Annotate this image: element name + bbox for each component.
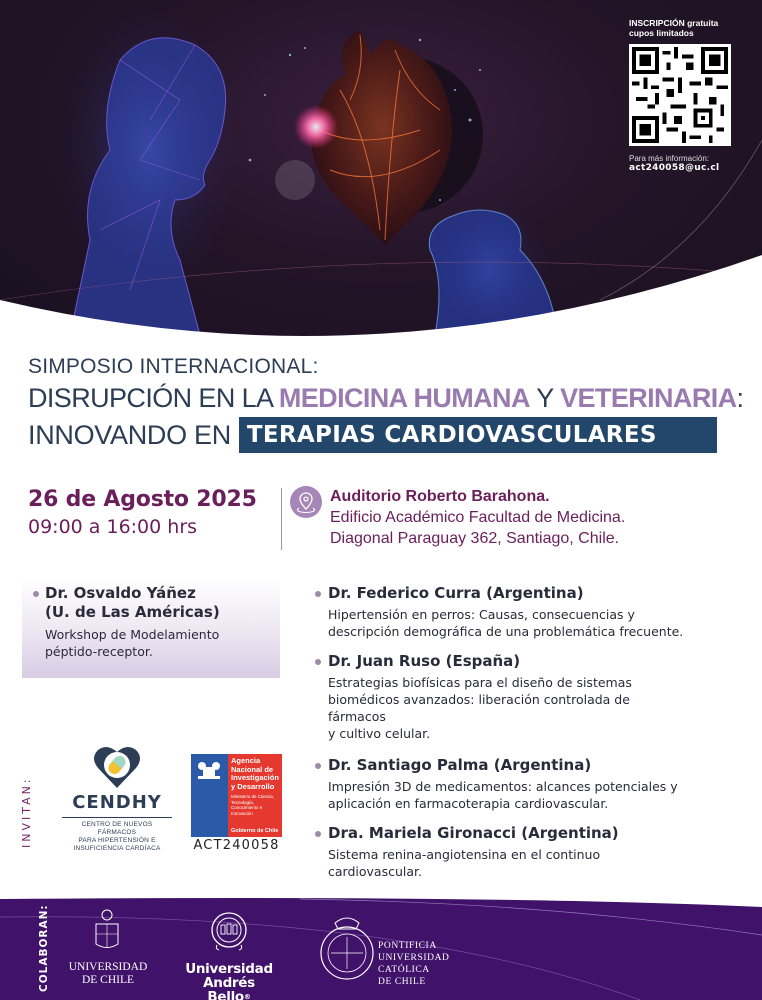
anid-line: Nacional de: [231, 764, 274, 774]
workshop-title-line-1: Workshop de Modelamiento: [45, 627, 220, 642]
uchile-name: DE CHILE: [81, 974, 135, 986]
unab-emblem-icon: [212, 913, 246, 950]
anid-line: Agencia: [231, 756, 261, 765]
chile-coat-of-arms-icon: [191, 754, 228, 794]
contact-email-link[interactable]: act240058@uc.cl: [629, 163, 720, 173]
anid-logo: [191, 754, 282, 837]
speaker-affiliation: (U. de Las Américas): [45, 603, 220, 621]
heart-pill-icon: [92, 744, 142, 790]
title-line-1: SIMPOSIO INTERNACIONAL:: [28, 355, 319, 378]
talk-line: aplicación en farmacoterapia cardiovascular.: [328, 796, 609, 811]
talk-line: Impresión 3D de medicamentos: alcances potenciales y: [328, 779, 678, 794]
bullet-icon: [315, 763, 321, 769]
cendhy-logo: [62, 744, 172, 853]
event-title: [28, 355, 762, 453]
divider: [62, 817, 172, 818]
unab-name: Andrés Bello®: [203, 975, 255, 1000]
event-date: 26 de Agosto 2025: [28, 487, 257, 512]
hosts-label: INVITAN:: [20, 776, 33, 848]
anid-line: Investigación: [231, 773, 279, 782]
speaker-name: Dra. Mariela Gironacci (Argentina): [328, 824, 619, 842]
talk-line: cardiovascular.: [328, 864, 422, 879]
speaker-item: [315, 756, 755, 812]
bullet-icon: [315, 659, 321, 665]
event-time: 09:00 a 16:00 hrs: [28, 516, 198, 538]
puc-logo: [378, 940, 450, 988]
talk-line: Estrategias biofísicas para el diseño de sistemas: [328, 675, 632, 690]
unab-name: Universidad: [185, 961, 273, 977]
vertical-divider: [281, 488, 282, 550]
more-info-label: Para más información:: [629, 154, 710, 163]
registration-title: INSCRIPCIÓN gratuita: [629, 18, 719, 28]
talk-line: descripción demográfica de una problemática frecuente.: [328, 624, 684, 639]
puc-name: UNIVERSIDAD: [378, 953, 450, 963]
location-pin-icon: [290, 486, 322, 518]
workshop-title-line-2: péptido-receptor.: [45, 644, 153, 659]
speaker-name: Dr. Osvaldo Yáñez: [45, 584, 196, 602]
unab-logo: [183, 962, 275, 1000]
registration-block: [629, 18, 744, 173]
uchile-crest-icon: [96, 910, 118, 948]
talk-line: Hipertensión en perros: Causas, consecuencias y: [328, 607, 635, 622]
title-line-3: INNOVANDO EN TERAPIAS CARDIOVASCULARES: [28, 417, 762, 453]
venue-address: Diagonal Paraguay 362, Santiago, Chile.: [330, 530, 620, 547]
cendhy-subtitle: CENTRO DE NUEVOS FÁRMACOS: [81, 821, 153, 836]
speaker-item: [315, 824, 755, 880]
uchile-logo: [64, 961, 152, 987]
cendhy-name: CENDHY: [72, 792, 162, 813]
venue-name: Auditorio Roberto Barahona.: [330, 488, 550, 505]
bullet-icon: [33, 591, 39, 597]
speaker-item: [315, 584, 755, 640]
registration-subtitle: cupos limitados: [629, 28, 694, 38]
speaker-name: Dr. Juan Ruso (España): [328, 652, 521, 670]
anid-emblem: [191, 754, 228, 837]
talk-line: y cultivo celular.: [328, 726, 431, 741]
speaker-name: Dr. Santiago Palma (Argentina): [328, 756, 592, 774]
uchile-name: UNIVERSIDAD: [68, 961, 148, 973]
speaker-item: [315, 652, 755, 742]
anid-text: [228, 754, 282, 837]
hero-banner: [0, 0, 762, 340]
collaborators-label: COLABORAN:: [38, 904, 50, 992]
anid-line: y Desarrollo: [231, 781, 275, 791]
puc-name: PONTIFICIA: [378, 941, 437, 951]
anid-ministry: Ministerio de Ciencia, Tecnología, Conocimiento e Innovación: [231, 794, 275, 816]
anid-government: Gobierno de Chile: [231, 828, 279, 834]
venue-building: Edificio Académico Facultad de Medicina.: [330, 509, 626, 526]
event-location: [330, 486, 625, 549]
title-line-2: DISRUPCIÓN EN LA MEDICINA HUMANA Y VETERINARIA:: [28, 383, 744, 413]
talk-line: biomédicos avanzados: liberación controlada de: [328, 692, 630, 707]
project-code: ACT240058: [193, 838, 280, 853]
puc-name: CATÓLICA: [378, 965, 430, 975]
registration-qr-code[interactable]: [629, 44, 731, 146]
bullet-icon: [315, 831, 321, 837]
bullet-icon: [315, 591, 321, 597]
title-highlight-band: TERAPIAS CARDIOVASCULARES: [239, 417, 717, 453]
event-date-block: [28, 487, 257, 538]
talk-line: fármacos: [328, 709, 386, 724]
puc-name: DE CHILE: [378, 977, 426, 987]
cendhy-subtitle: PARA HIPERTENSIÓN E: [78, 837, 156, 844]
workshop-speaker: [33, 584, 220, 660]
speaker-name: Dr. Federico Curra (Argentina): [328, 584, 584, 602]
cendhy-subtitle: INSUFICIENCIA CARDÍACA: [73, 845, 161, 852]
puc-seal-icon: [321, 918, 373, 979]
talk-line: Sistema renina-angiotensina en el continuo: [328, 847, 601, 862]
